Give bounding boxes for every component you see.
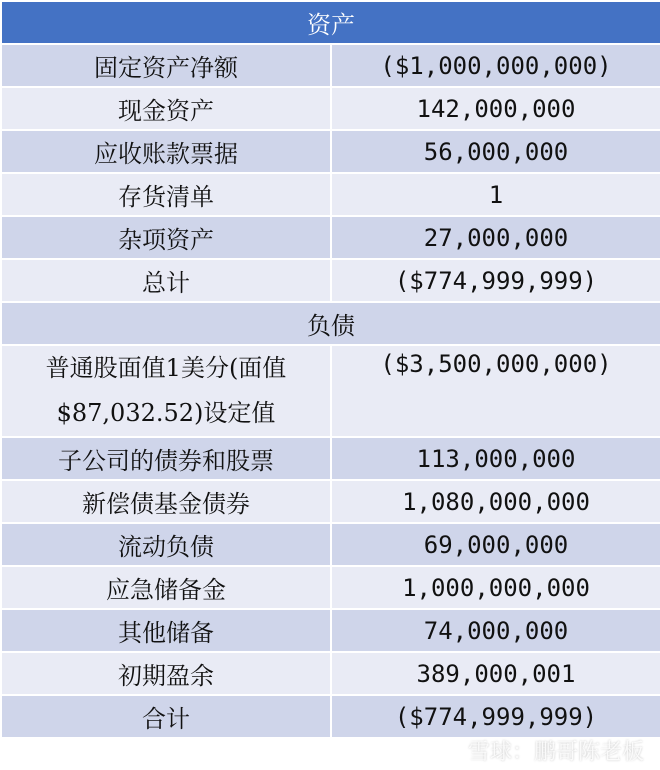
snowball-logo-icon: [440, 740, 462, 762]
table-row: [1, 695, 660, 738]
liabilities-header-row: [1, 302, 660, 345]
row-value: 1,000,000,000: [331, 566, 660, 609]
table-row: [1, 259, 660, 302]
row-label: 总计: [1, 259, 331, 302]
table-row: [1, 609, 660, 652]
row-value: ($3,500,000,000): [331, 345, 660, 437]
row-label: 子公司的债券和股票: [1, 437, 331, 480]
table-row: [1, 566, 660, 609]
row-label: 合计: [1, 695, 331, 738]
table-row: [1, 523, 660, 566]
assets-header: 资产: [1, 1, 660, 44]
row-value: ($774,999,999): [331, 259, 660, 302]
row-value: ($1,000,000,000): [331, 44, 660, 87]
table-row: [1, 130, 660, 173]
row-value: 113,000,000: [331, 437, 660, 480]
table-row: [1, 480, 660, 523]
row-label: 现金资产: [1, 87, 331, 130]
row-label: 存货清单: [1, 173, 331, 216]
row-label: 应收账款票据: [1, 130, 331, 173]
assets-header-row: [1, 1, 660, 44]
row-value: 1: [331, 173, 660, 216]
table-row: [1, 437, 660, 480]
row-value: ($774,999,999): [331, 695, 660, 738]
row-label: 固定资产净额: [1, 44, 331, 87]
row-value: 389,000,001: [331, 652, 660, 695]
watermark: [440, 735, 644, 766]
row-value: 1,080,000,000: [331, 480, 660, 523]
watermark-text: 雪球：鹏哥陈老板: [467, 740, 644, 765]
table-row: [1, 652, 660, 695]
row-value: 74,000,000: [331, 609, 660, 652]
row-label: 应急储备金: [1, 566, 331, 609]
table-row: [1, 87, 660, 130]
row-value: 142,000,000: [331, 87, 660, 130]
row-label: 流动负债: [1, 523, 331, 566]
table-row: [1, 44, 660, 87]
table-row: [1, 345, 660, 437]
liabilities-header: 负债: [1, 302, 660, 345]
row-value: 56,000,000: [331, 130, 660, 173]
row-label: 新偿债基金债券: [1, 480, 331, 523]
row-label: 初期盈余: [1, 652, 331, 695]
row-label: 杂项资产: [1, 216, 331, 259]
row-label: 其他储备: [1, 609, 331, 652]
row-label: 普通股面值1美分(面值$87,032.52)设定值: [1, 345, 331, 437]
row-value: 69,000,000: [331, 523, 660, 566]
table-row: [1, 216, 660, 259]
row-value: 27,000,000: [331, 216, 660, 259]
table-row: [1, 173, 660, 216]
